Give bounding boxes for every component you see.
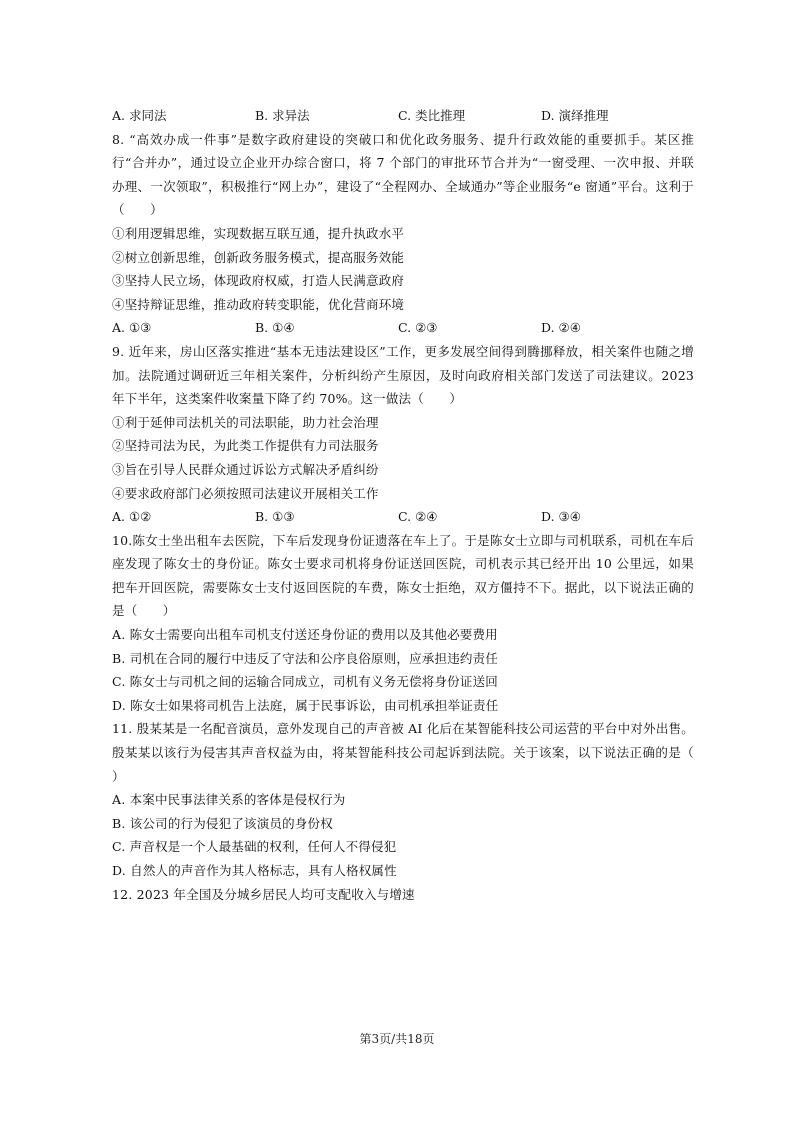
q8-item-3: ③坚持人民立场，体现政府权威，打造人民满意政府 — [112, 273, 405, 289]
q8-item-2: ②树立创新思维，创新政务服务模式，提高服务效能 — [112, 249, 405, 265]
q11-option-d: D. 自然人的声音作为其人格标志，具有人格权属性 — [112, 863, 397, 878]
q9-option-d: D. ③④ — [541, 509, 581, 525]
q11-stem: 11. 殷某某是一名配音演员，意外发现自己的声音被 AI 化后在某智能科技公司运营的平台中对外出售。殷某某以该行为侵害其声音权益为由，将某智能科技公司起诉到法院。关于该案，以下说法正确的是（ ） — [112, 721, 720, 784]
q9-option-a: A. ①② — [112, 509, 152, 525]
q8-options — [112, 316, 694, 340]
q7-options — [112, 104, 694, 128]
q9-option-c: C. ②④ — [398, 509, 438, 525]
q8-item-4: ④坚持辩证思维，推动政府转变职能，优化营商环境 — [112, 296, 405, 312]
q10-option-c: C. 陈女士与司机之间的运输合同成立，司机有义务无偿将身份证送回 — [112, 674, 498, 690]
q7-option-b: B. 求异法 — [255, 108, 310, 123]
q8-option-c: C. ②③ — [398, 320, 438, 336]
q10-option-d: D. 陈女士如果将司机告上法庭，属于民事诉讼，由司机承担举证责任 — [112, 697, 499, 713]
q11-option-a: A. 本案中民事法律关系的客体是侵权行为 — [112, 792, 346, 808]
q7-option-c: C. 类比推理 — [398, 108, 466, 123]
q9-item-4: ④要求政府部门必须按照司法建议开展相关工作 — [112, 485, 379, 501]
q10-option-b: B. 司机在合同的履行中违反了守法和公序良俗原则，应承担违约责任 — [112, 650, 499, 666]
q9-item-3: ③旨在引导人民群众通过诉讼方式解决矛盾纠纷 — [112, 461, 379, 477]
q12-stem: 12. 2023 年全国及分城乡居民人均可支配收入与增速 — [112, 886, 415, 902]
q8-option-d: D. ②④ — [541, 320, 581, 336]
q9-options — [112, 505, 694, 529]
q8-option-b: B. ①④ — [255, 320, 295, 336]
q8-option-a: A. ①③ — [112, 320, 152, 336]
q8-stem: 8. “高效办成一件事”是数字政府建设的突破口和优化政务服务、提升行政效能的重要抓手。某区推行“合并办”，通过设立企业开办综合窗口，将 7 个部门的审批环节合并为“一窗受理、一次申报、并联办理、一次领取”，积极推行“网上办”，建设了“全程网办、全域通办”等企业服务“e 窗通”平台。这利于（ ） — [112, 131, 694, 218]
q9-item-2: ②坚持司法为民，为此类工作提供有力司法服务 — [112, 438, 379, 454]
q11-option-b: B. 该公司的行为侵犯了该演员的身份权 — [112, 815, 333, 831]
q11-option-c: C. 声音权是一个人最基础的权利，任何人不得侵犯 — [112, 839, 397, 855]
q8-item-1: ①利用逻辑思维，实现数据互联互通，提升执政水平 — [112, 225, 405, 241]
q10-stem: 10.陈女士坐出租车去医院，下车后发现身份证遗落在车上了。于是陈女士立即与司机联系，司机在车后座发现了陈女士的身份证。陈女士要求司机将身份证送回医院，司机表示其已经开出 10 公里远，如果把车开回医院，需要陈女士支付返回医院的车费，陈女士拒绝，双方僵持不下。据此，以下说法正确的是（ ） — [112, 532, 694, 619]
page-number-footer: 第3页/共18页 — [359, 1032, 435, 1046]
q9-item-1: ①利于延伸司法机关的司法职能，助力社会治理 — [112, 414, 379, 430]
q9-stem: 9. 近年来，房山区落实推进“基本无违法建设区”工作，更多发展空间得到腾挪释放，相关案件也随之增加。法院通过调研近三年相关案件，分析纠纷产生原因，及时向政府相关部门发送了司法建议。2023 年下半年，这类案件收案量下降了约 70%。这一做法（ ） — [112, 343, 694, 407]
page-content — [112, 104, 720, 906]
q7-option-a: A. 求同法 — [112, 108, 167, 123]
q10-option-a: A. 陈女士需要向出租车司机支付送还身份证的费用以及其他必要费用 — [112, 627, 498, 643]
q9-option-b: B. ①③ — [255, 509, 295, 525]
q7-option-d: D. 演绎推理 — [541, 108, 609, 123]
